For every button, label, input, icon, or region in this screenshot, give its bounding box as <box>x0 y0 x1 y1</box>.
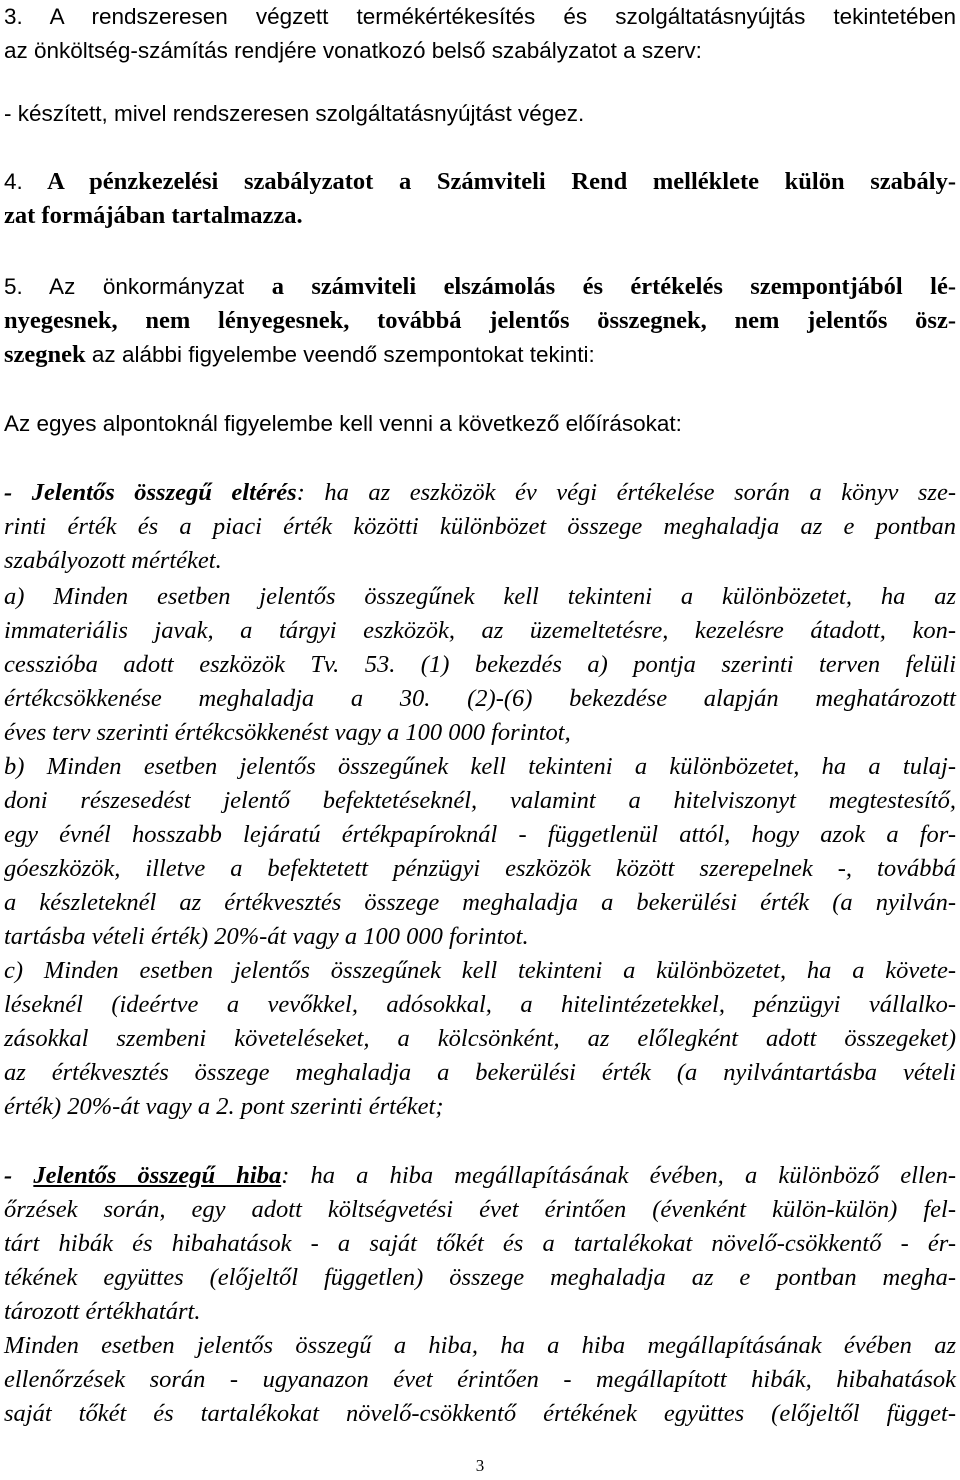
para4-number: 4. <box>4 169 23 194</box>
para5-bold: a számviteli elszámolás és értékelés szempontjából lé- <box>271 273 956 300</box>
para5-line1 <box>4 270 956 304</box>
a-line3 <box>4 648 956 682</box>
a-line4 <box>4 682 956 716</box>
para3-line1: 3. A rendszeresen végzett termékértékesítés és szolgáltatásnyújtás tekintetében <box>4 4 956 29</box>
para3-line2: az önköltség-számítás rendjére vonatkozó belső szabályzatot a szerv: <box>4 38 702 63</box>
hiba-line2: őrzések során, egy adott költségvetési évet érintően (évenként külön-külön) fel- <box>4 1196 956 1223</box>
last-line1: Minden esetben jelentős összegű a hiba, ha a hiba megállapításának évében az <box>4 1332 956 1359</box>
b-line1: b) Minden esetben jelentős összegűnek kell tekinteni a különbözetet, ha a tulaj- <box>4 753 956 780</box>
para4-text: A pénzkezelési szabályzatot a Számviteli Rend melléklete külön szabály- <box>22 168 956 195</box>
a-line4-start: értékcsökkenése meghaladja a 30. <box>4 685 468 712</box>
elteres-line2: rinti érték és a piaci érték közötti különbözet összege meghaladja az e pontban <box>4 513 956 540</box>
c-line1: c) Minden esetben jelentős összegűnek kell tekinteni a különbözetet, ha a követe- <box>4 957 956 984</box>
c-line4: az értékvesztés összege meghaladja a bekerülési érték (a nyilvántartásba vételi <box>4 1059 956 1086</box>
para5-line2: nyegesnek, nem lényegesnek, továbbá jelentős összegnek, nem jelentős ösz- <box>4 307 956 334</box>
para5-bold-end: szegnek <box>4 341 86 368</box>
hiba-line4: tékének együttes (előjeltől független) összege meghaladja az e pontban megha- <box>4 1264 956 1291</box>
a-line2: immateriális javak, a tárgyi eszközök, az üzemeltetésre, kezelésre átadott, kon- <box>4 617 956 644</box>
a-line5: éves terv szerinti értékcsökkenést vagy a 100 000 forintot, <box>4 719 571 746</box>
a-line4-end: (2)-(6) bekezdése alapján meghatározott <box>467 685 956 712</box>
hiba-line1 <box>4 1159 956 1193</box>
b-line5: a készleteknél az értékvesztés összege meghaladja a bekerülési érték (a nyilván- <box>4 889 956 916</box>
para5-line3 <box>4 338 956 372</box>
elteres-line1 <box>4 476 956 510</box>
para5-intro: 5. Az önkormányzat <box>4 274 272 299</box>
c-line2: léseknél (ideértve a vevőkkel, adósokkal, a hitelintézetekkel, pénzügyi vállalko- <box>4 991 956 1018</box>
b-line6: tartásba vételi érték) 20%-át vagy a 100 000 forintot. <box>4 923 529 950</box>
hiba-dash: - <box>4 1162 34 1189</box>
intro-line: Az egyes alpontoknál figyelembe kell venni a következő előírásokat: <box>4 411 682 436</box>
para4-line1 <box>4 165 956 199</box>
a-line1: a) Minden esetben jelentős összegűnek kell tekinteni a különbözetet, ha az <box>4 583 956 610</box>
a-line3-end: (1) bekezdés a) pontja szerinti terven felüli <box>420 651 956 678</box>
para4-line2: zat formájában tartalmazza. <box>4 202 303 229</box>
elteres-dash: - <box>4 479 32 506</box>
para5-rest: az alábbi figyelembe veendő szempontokat tekinti: <box>85 342 595 367</box>
hiba-line3: tárt hibák és hibahatások - a saját tőkét és a tartalékokat növelő-csökkentő - ér- <box>4 1230 956 1257</box>
b-line3: egy évnél hosszabb lejáratú értékpapíroknál - függetlenül attól, hogy azok a for- <box>4 821 956 848</box>
c-line5: érték) 20%-át vagy a 2. pont szerinti értéket; <box>4 1093 444 1120</box>
hiba-term: Jelentős összegű hiba <box>33 1162 282 1189</box>
hiba-line5: tározott értékhatárt. <box>4 1298 201 1325</box>
b-line4: góeszközök, illetve a befektetett pénzügyi eszközök között szerepelnek -, továbbá <box>4 855 956 882</box>
c-line3: zásokkal szembeni követeléseket, a kölcsönként, az előlegként adott összegeket) <box>4 1025 956 1052</box>
elteres-text: : ha az eszközök év végi értékelése során a könyv sze- <box>296 479 956 506</box>
a-line3-start: cesszióba adott eszközök Tv. 53. <box>4 651 421 678</box>
b-line2: doni részesedést jelentő befektetéseknél, valamint a hitelviszonyt megtestesítő, <box>4 787 956 814</box>
hiba-text: : ha a hiba megállapításának évében, a különböző ellen- <box>281 1162 956 1189</box>
last-line3: saját tőkét és tartalékokat növelő-csökkentő értékének együttes (előjeltől függet- <box>4 1400 956 1427</box>
elteres-line3: szabályozott mértéket. <box>4 547 222 574</box>
page-number: 3 <box>475 1456 485 1475</box>
last-line2: ellenőrzések során - ugyanazon évet érintően - megállapított hibák, hibahatások <box>4 1366 956 1393</box>
para3-line3: - készített, mivel rendszeresen szolgáltatásnyújtást végez. <box>4 101 585 126</box>
elteres-term: Jelentős összegű eltérés <box>31 479 297 506</box>
